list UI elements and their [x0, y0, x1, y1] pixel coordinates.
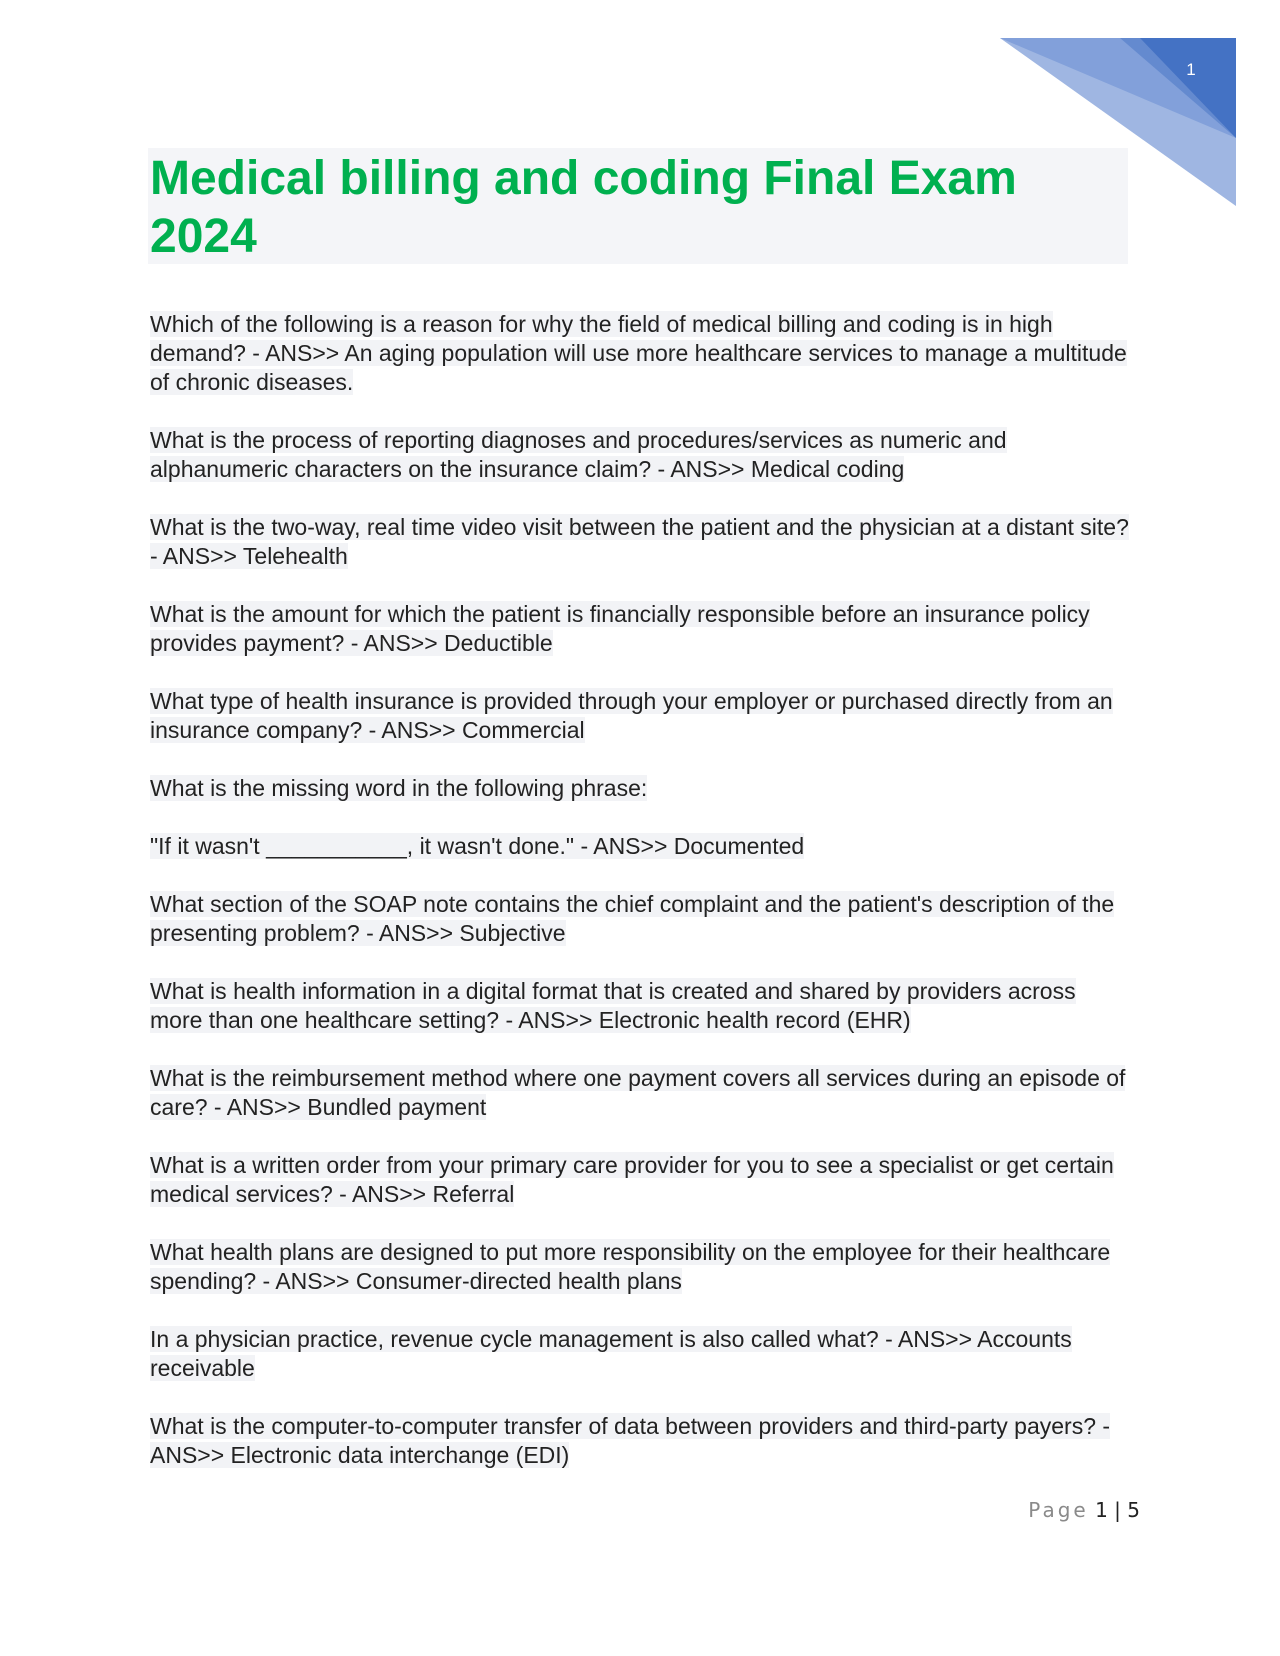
header-page-number: 1: [1186, 60, 1196, 79]
qa-paragraph: What is the process of reporting diagnoses and procedures/services as numeric and alphanumeric characters on the insurance claim? - ANS>> Medical coding: [150, 427, 1007, 482]
qa-paragraph: What is a written order from your primary care provider for you to see a specialist or get certain medical services? - ANS>> Referral: [150, 1152, 1114, 1207]
footer-page-current: 1: [1095, 1498, 1108, 1522]
footer-separator: |: [1114, 1498, 1121, 1522]
page-footer: [940, 1498, 1140, 1522]
document-title: Medical billing and coding Final Exam 2024: [150, 152, 1017, 263]
qa-paragraph: What section of the SOAP note contains the chief complaint and the patient's description of the presenting problem? - ANS>> Subjective: [150, 891, 1115, 946]
qa-paragraph: "If it wasn't ___________, it wasn't done." - ANS>> Documented: [150, 833, 805, 859]
qa-paragraph: In a physician practice, revenue cycle management is also called what? - ANS>> Accounts receivable: [150, 1326, 1072, 1381]
qa-paragraph: What is the computer-to-computer transfer of data between providers and third-party payers? - ANS>> Electronic data interchange (EDI): [150, 1413, 1111, 1468]
footer-page-total: 5: [1127, 1498, 1140, 1522]
qa-paragraph: What health plans are designed to put more responsibility on the employee for their healthcare spending? - ANS>> Consumer-directed health plans: [150, 1239, 1111, 1294]
document-body: [150, 310, 1130, 1499]
qa-paragraph: What is health information in a digital format that is created and shared by providers across more than one healthcare setting? - ANS>> Electronic health record (EHR): [150, 978, 1076, 1033]
qa-paragraph: What is the missing word in the following phrase:: [150, 775, 648, 801]
footer-page-label: Page: [1028, 1498, 1089, 1522]
qa-paragraph: What is the reimbursement method where one payment covers all services during an episode of care? - ANS>> Bundled payment: [150, 1065, 1126, 1120]
qa-paragraph: Which of the following is a reason for why the field of medical billing and coding is in high demand? - ANS>> An aging population will use more healthcare services to manage a multitude of chronic diseases.: [150, 311, 1127, 395]
qa-paragraph: What is the two-way, real time video visit between the patient and the physician at a distant site? - ANS>> Telehealth: [150, 514, 1129, 569]
qa-paragraph: What is the amount for which the patient is financially responsible before an insurance policy provides payment? - ANS>> Deductible: [150, 601, 1090, 656]
qa-paragraph: What type of health insurance is provided through your employer or purchased directly from an insurance company? - ANS>> Commercial: [150, 688, 1113, 743]
